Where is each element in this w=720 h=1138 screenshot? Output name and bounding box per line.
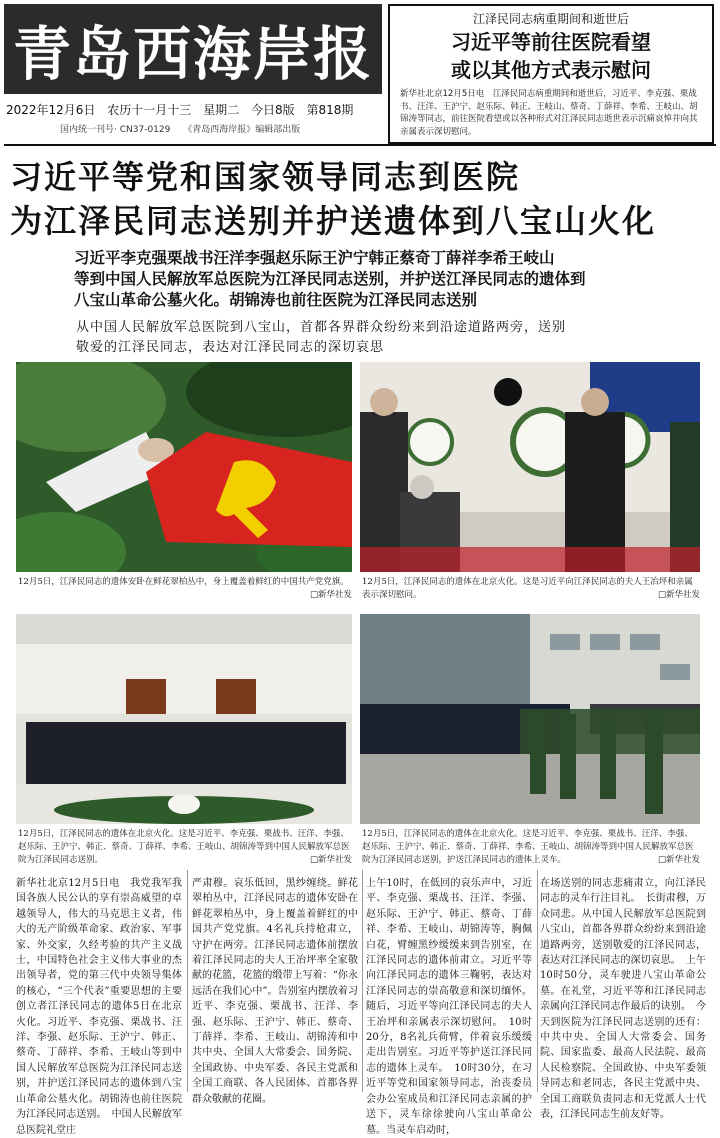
caption-text: 12月5日，江泽民同志的遗体在北京火化。这是习近平、李克强、栗战书、汪洋、李强、赵乐际、王沪宁、韩正、蔡奇、丁薛祥、李希、王岐山、胡锦涛等到中国人民解放军总医院为江泽民同志送别。 xyxy=(18,829,350,865)
column-divider xyxy=(362,870,363,1092)
photo-credit: □新华社发 xyxy=(657,855,700,865)
column-divider xyxy=(537,870,538,1092)
intro-line: 敬爱的江泽民同志，表达对江泽民同志的深切哀思 xyxy=(76,340,385,355)
dateline xyxy=(6,101,361,118)
photo-caption xyxy=(362,828,700,867)
photo-caption xyxy=(362,576,700,602)
teaser-title-line: 或以其他方式表示慰问 xyxy=(451,58,651,82)
teaser-kicker: 江泽民同志病重期间和逝世后 xyxy=(472,12,629,26)
headline-line: 为江泽民同志送别并护送遗体到八宝山火化 xyxy=(10,202,657,240)
photo-credit: □新华社发 xyxy=(309,590,352,600)
photo-farewell-hall-image xyxy=(16,614,352,824)
newspaper-masthead xyxy=(4,4,382,94)
photo-flag-draped-body[interactable] xyxy=(16,362,352,572)
photo-condolences[interactable] xyxy=(360,362,700,572)
teaser-box[interactable] xyxy=(388,4,714,144)
caption-text: 12月5日，江泽民同志的遗体在北京火化。这是习近平、李克强、栗战书、汪洋、李强、赵乐际、王沪宁、韩正、蔡奇、丁薛祥、李希、王岐山、胡锦涛等到中国人民解放军总医院为江泽民同志送别，护送江泽民同志的遗体上灵车。 xyxy=(362,829,694,865)
photo-hearse-escort[interactable] xyxy=(360,614,700,824)
photo-farewell-hall[interactable] xyxy=(16,614,352,824)
article-column: 严肃穆。哀乐低回，黑纱缠绕。鲜花翠柏丛中，江泽民同志的遗体安卧在鲜花翠柏丛中，身上覆盖着鲜红的中国共产党党旗。4名礼兵持枪肃立，守护在两旁。江泽民同志遗体前摆放着江泽民同志的夫人王冶坪率全家敬献的花篮，花篮的缎带上写着：“你永远活在我们心中”。告别室内摆放着习近平、李克强、栗战书、汪洋、李强、赵乐际、王沪宁、韩正、蔡奇、丁薛祥、李希、王岐山、胡锦涛和中共中央、全国人大常委会、国务院、全国政协、中央军委、各民主党派和全国工商联、各人民团体、首都各界群众敬献的花圈。 xyxy=(192,878,358,1105)
teaser-body: 新华社北京12月5日电 江泽民同志病重期间和逝世后，习近平、李克强、栗战书、汪洋、王沪宁、赵乐际、韩正、王岐山、蔡奇、丁薛祥、李希、王岐山、胡锦涛等同志，前往医院看望或以各种形式对江泽民同志逝世表示沉痛哀悼并向其亲属表示深切慰问。 xyxy=(400,89,698,137)
headline-line: 习近平等党和国家领导同志到医院 xyxy=(10,158,521,196)
article-column: 新华社北京12月5日电 我党我军我国各族人民公认的享有崇高威望的卓越领导人，伟大的马克思主义者，伟大的无产阶级革命家、政治家、军事家、外交家，久经考验的共产主义战士，中国特色社会主义伟大事业的杰出领导者，党的第三代中央领导集体的核心，“三个代表”重要思想的主要创立者江泽民同志的遗体5日在北京火化。习近平、李克强、栗战书、汪洋、李强、赵乐际、王沪宁、韩正、蔡奇、丁薛祥、李希、王岐山等到中国人民解放军总医院为江泽民同志送别，并护送江泽民同志的遗体到八宝山革命公墓火化。胡锦涛也前往医院为江泽民同志送别。 中国人民解放军总医院礼堂庄 xyxy=(16,878,182,1136)
caption-text: 12月5日，江泽民同志的遗体在北京火化。这是习近平向江泽民同志的夫人王冶坪和亲属表示深切慰问。 xyxy=(362,577,693,600)
intro-line: 从中国人民解放军总医院到八宝山，首都各界群众纷纷来到沿途道路两旁，送别 xyxy=(76,320,567,335)
photo-credit: □新华社发 xyxy=(309,855,352,865)
photo-caption xyxy=(18,576,352,602)
issue-date: 2022年12月6日 xyxy=(6,103,96,117)
subhead-line: 习近平李克强栗战书汪洋李强赵乐际王沪宁韩正蔡奇丁薛祥李希王岐山 xyxy=(74,249,555,267)
subhead-line: 八宝山革命公墓火化。胡锦涛也前往医院为江泽民同志送别 xyxy=(74,291,478,309)
divider xyxy=(4,144,716,146)
publication-info xyxy=(60,122,310,135)
masthead-title: 青岛西海岸报 xyxy=(12,20,373,88)
lunar-date: 农历十一月十三 xyxy=(107,103,192,117)
issue-number: 第818期 xyxy=(306,103,354,117)
column-divider xyxy=(187,870,188,1092)
weekday: 星期二 xyxy=(203,103,240,117)
photo-hearse-escort-image xyxy=(360,614,700,824)
photo-condolences-image xyxy=(360,362,700,572)
photo-flag-draped-body-image xyxy=(16,362,352,572)
cn-number: 国内统一刊号· CN37-0129 xyxy=(60,125,171,135)
subhead-line: 等到中国人民解放军总医院为江泽民同志送别，并护送江泽民同志的遗体到 xyxy=(74,270,586,288)
teaser-title xyxy=(390,28,712,84)
article-column: 上午10时，在低回的哀乐声中，习近平、李克强、栗战书、汪洋、李强、赵乐际、王沪宁、韩正、蔡奇、丁薛祥、李希、王岐山、胡锦涛等，胸佩白花，臂缠黑纱缓缓来到告别室，在江泽民同志的遗体前肃立。习近平等向江泽民同志的遗体三鞠躬，表达对江泽民同志的崇高敬意和深切缅怀。随后，习近平等向江泽民同志的夫人王冶坪和亲属表示深切慰问。 10时20分，8名礼兵荷臂，伴着哀乐缓缓走出告别室。习近平等护送江泽民同志的遗体上灵车。 10时30分，在习近平等党和国家领导同志，治丧委员会办公室成员和江泽民同志亲属的护送下，灵车徐徐驶向八宝山革命公墓。当灵车启动时， xyxy=(366,878,532,1136)
teaser-title-line: 习近平等前往医院看望 xyxy=(451,30,651,54)
page-count: 今日8版 xyxy=(250,103,295,117)
photo-caption xyxy=(18,828,352,867)
photo-credit: □新华社发 xyxy=(657,590,700,600)
caption-text: 12月5日，江泽民同志的遗体安卧在鲜花翠柏丛中，身上覆盖着鲜红的中国共产党党旗。 xyxy=(18,577,349,587)
mourner-group xyxy=(26,722,346,784)
intro-text xyxy=(76,318,676,358)
editor-line: 《青岛西海岸报》编辑部出版 xyxy=(183,125,301,135)
main-headline[interactable] xyxy=(10,155,714,243)
subheadline xyxy=(74,248,684,311)
article-column: 在场送别的同志悲痛肃立，向江泽民同志的灵车行注目礼。 长街肃穆，万众同悲。从中国人民解放军总医院到八宝山，首都各界群众纷纷来到沿途道路两旁，送别敬爱的江泽民同志，表达对江泽民同志的深切哀思。 上午10时50分，灵车驶进八宝山革命公墓。在礼堂，习近平等和江泽民同志亲属向江泽民同志作最后的诀别。 今天到医院为江泽民同志送别的还有：中共中央、全国人大常委会、国务院、国家监委、最高人民法院、最高人民检察院、全国政协、中央军委领导同志和老同志，各民主党派中央、全国工商联负责同志和无党派人士代表，江泽民同志生前友好等。 xyxy=(540,878,706,1121)
